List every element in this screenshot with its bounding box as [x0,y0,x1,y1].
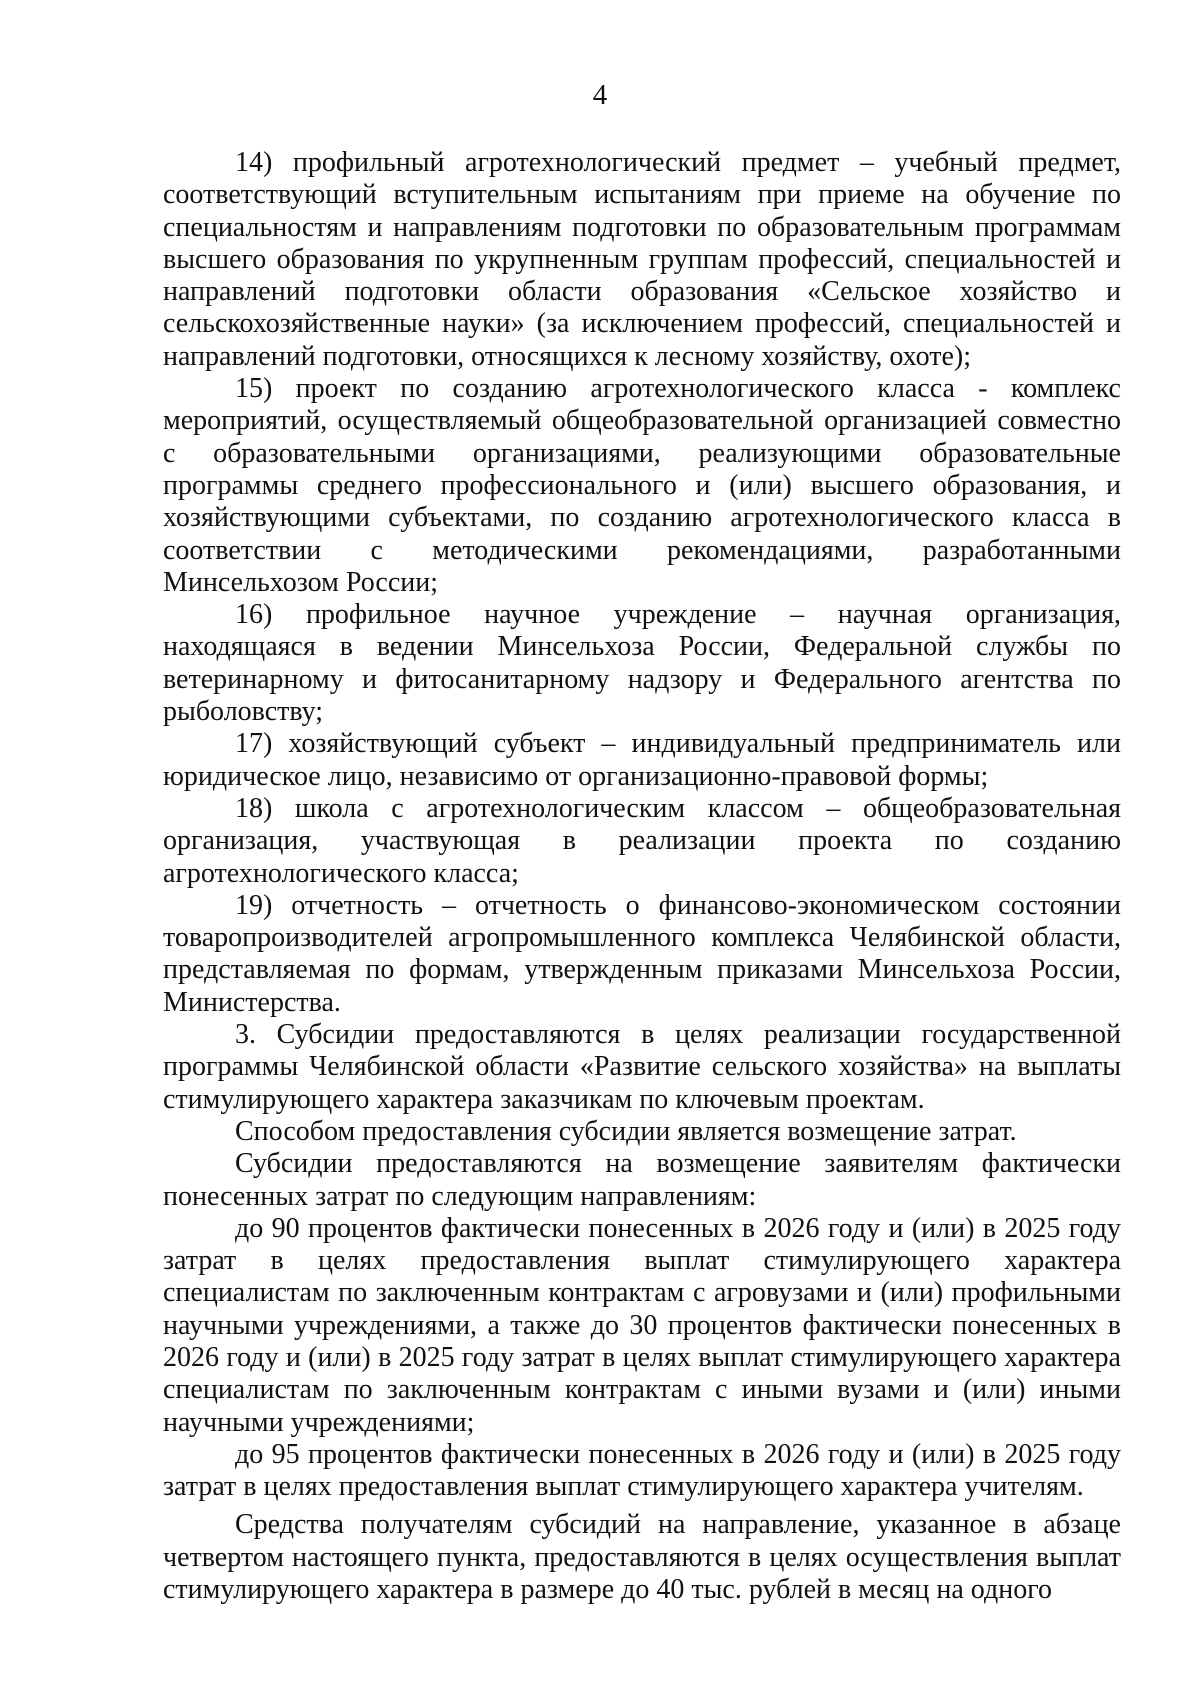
paragraph-section-3: 3. Субсидии предоставляются в целях реализации государственной программы Челябинской области «Развитие сельского хозяйства» на выплаты стимулирующего характера заказчикам по ключевым проектам. [163,1019,1121,1115]
paragraph-funds: Средства получателям субсидий на направление, указанное в абзаце четвертом настоящего пункта, предоставляются в целях осуществления выплат стимулирующего характера в размере до 40 тыс. рублей в месяц на одного [163,1509,1121,1606]
paragraph-item-19: 19) отчетность – отчетность о финансово-экономическом состоянии товаропроизводителей агропромышленного комплекса Челябинской области, представляемая по формам, утвержденным приказами Минсельхоза России, Министерства. [163,889,1121,1018]
paragraph-direction-90: до 90 процентов фактически понесенных в 2026 году и (или) в 2025 году затрат в целях предоставления выплат стимулирующего характера специалистам по заключенным контрактам с агровузами и (или) профильными научными учреждениями, а также до 30 процентов фактически понесенных в 2026 году и (или) в 2025 году затрат в целях выплат стимулирующего характера специалистам по заключенным контрактам с иными вузами и (или) иными научными учреждениями; [163,1212,1121,1438]
paragraph-item-15: 15) проект по созданию агротехнологического класса - комплекс мероприятий, осуществляемый общеобразовательной организацией совместно с образовательными организациями, реализующими образовательные программы среднего профессионального и (или) высшего образования, и хозяйствующими субъектами, по созданию агротехнологического класса в соответствии с методическими рекомендациями, разработанными Минсельхозом России; [163,373,1121,598]
document-body [163,147,1121,1606]
paragraph-item-16: 16) профильное научное учреждение – научная организация, находящаяся в ведении Минсельхоза России, Федеральной службы по ветеринарному и фитосанитарному надзору и Федерального агентства по рыболовству; [163,599,1121,728]
paragraph-method: Способом предоставления субсидии является возмещение затрат. [235,1115,1017,1147]
paragraph-item-14: 14) профильный агротехнологический предмет – учебный предмет, соответствующий вступительным испытаниям при приеме на обучение по специальностям и направлениям подготовки по образовательным программам высшего образования по укрупненным группам профессий, специальностей и направлений подготовки области образования «Сельское хозяйство и сельскохозяйственные науки» (за исключением профессий, специальностей и направлений подготовки, относящихся к лесному хозяйству, охоте); [163,147,1121,372]
paragraph-item-18: 18) школа с агротехнологическим классом – общеобразовательная организация, участвующая в реализации проекта по созданию агротехнологического класса; [163,792,1121,889]
page-number: 4 [592,79,608,111]
paragraph-direction-95: до 95 процентов фактически понесенных в 2026 году и (или) в 2025 году затрат в целях предоставления выплат стимулирующего характера учителям. [163,1438,1121,1503]
paragraph-directions-intro: Субсидии предоставляются на возмещение заявителям фактически понесенных затрат по следующим направлениям: [163,1148,1121,1212]
paragraph-item-17: 17) хозяйствующий субъект – индивидуальный предприниматель или юридическое лицо, независимо от организационно-правовой формы; [163,728,1121,792]
